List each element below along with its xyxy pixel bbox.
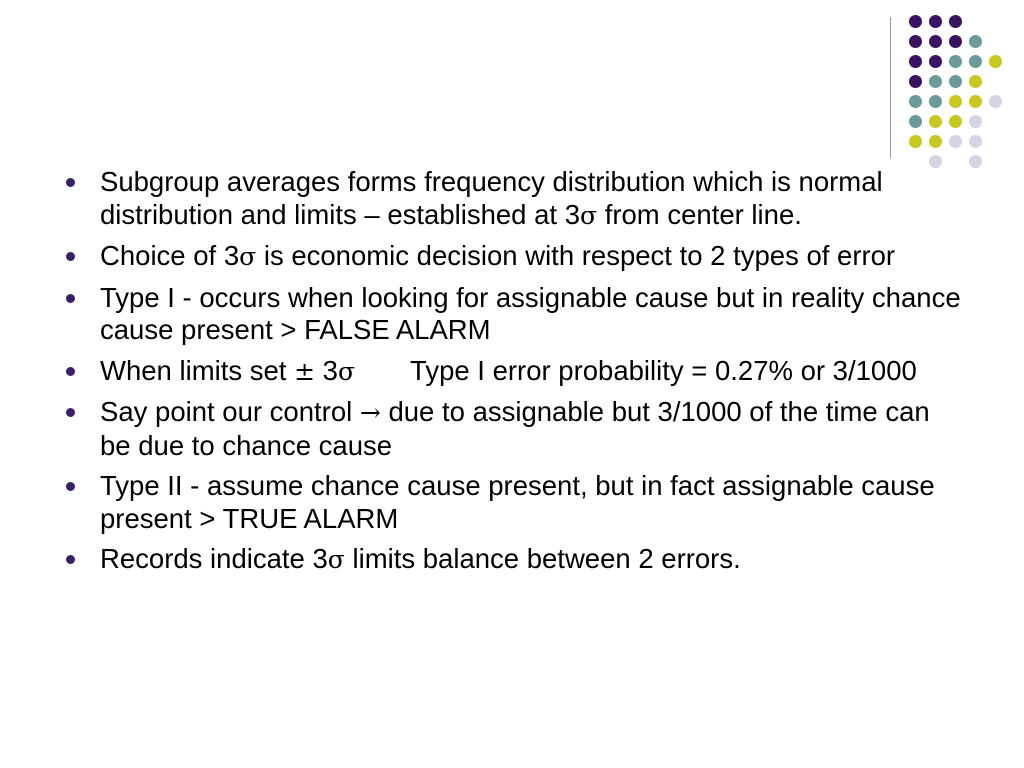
bullet-item <box>62 166 962 232</box>
bullet-text: When limits set ± 3σ Type I error probability = 0.27% or 3/1000 <box>100 354 917 386</box>
decorative-dot-icon <box>949 15 962 28</box>
decorative-dot-icon <box>909 35 922 48</box>
bullet-item <box>62 396 962 462</box>
sigma-symbol: σ <box>327 545 345 574</box>
decorative-dot-icon <box>969 135 982 148</box>
decorative-dot-icon <box>909 55 922 68</box>
decorative-dot-icon <box>909 15 922 28</box>
decorative-dot-icon <box>949 115 962 128</box>
decorative-dot-icon <box>909 135 922 148</box>
decorative-dot-icon <box>929 75 942 88</box>
decorative-dot-icon <box>949 95 962 108</box>
bullet-list <box>62 166 962 585</box>
decorative-dot-icon <box>949 75 962 88</box>
decorative-dot-grid <box>909 15 1009 165</box>
bullet-dot-icon <box>66 367 75 376</box>
decorative-dot-icon <box>909 95 922 108</box>
decorative-dot-icon <box>989 95 1002 108</box>
plus-minus-symbol: ± <box>294 356 316 386</box>
bullet-dot-icon <box>66 482 75 491</box>
bullet-item <box>62 470 962 535</box>
decorative-dot-icon <box>969 95 982 108</box>
decorative-dot-icon <box>929 135 942 148</box>
decorative-dot-icon <box>909 115 922 128</box>
decorative-dot-icon <box>929 115 942 128</box>
bullet-text: Say point our control → due to assignable but 3/1000 of the time can be due to chance cause <box>100 396 930 461</box>
bullet-text: Type II - assume chance cause present, but in fact assignable cause present > TRUE ALARM <box>100 470 935 534</box>
bullet-dot-icon <box>66 555 75 564</box>
bullet-text: Subgroup averages forms frequency distribution which is normal distribution and limits – established at 3σ from center line. <box>100 166 883 230</box>
bullet-item <box>62 240 962 274</box>
decorative-dot-icon <box>969 55 982 68</box>
decorative-dot-icon <box>989 55 1002 68</box>
decorative-dot-icon <box>969 155 982 168</box>
bullet-text: Records indicate 3σ limits balance between 2 errors. <box>100 543 741 574</box>
decorative-dot-icon <box>929 95 942 108</box>
bullet-item <box>62 282 962 347</box>
bullet-item <box>62 355 962 389</box>
decorative-dot-icon <box>949 35 962 48</box>
sigma-symbol: σ <box>580 200 598 230</box>
decorative-dot-icon <box>929 15 942 28</box>
divider-line <box>890 17 891 158</box>
decorative-dot-icon <box>969 75 982 88</box>
decorative-dot-icon <box>969 115 982 128</box>
arrow-right-symbol: → <box>359 398 381 427</box>
decorative-dot-icon <box>949 135 962 148</box>
decorative-dot-icon <box>929 55 942 68</box>
decorative-dot-icon <box>909 75 922 88</box>
bullet-item <box>62 543 962 577</box>
decorative-dot-icon <box>949 55 962 68</box>
decorative-dot-icon <box>969 35 982 48</box>
bullet-dot-icon <box>66 408 75 417</box>
bullet-text: Choice of 3σ is economic decision with respect to 2 types of error <box>100 240 896 271</box>
decorative-dot-icon <box>929 35 942 48</box>
bullet-dot-icon <box>66 294 75 303</box>
bullet-dot-icon <box>66 252 75 261</box>
bullet-dot-icon <box>66 178 75 187</box>
sigma-symbol: σ <box>239 242 257 271</box>
sigma-symbol: σ <box>337 356 356 386</box>
bullet-text: Type I - occurs when looking for assignable cause but in reality chance cause present > FALSE ALARM <box>100 281 961 345</box>
